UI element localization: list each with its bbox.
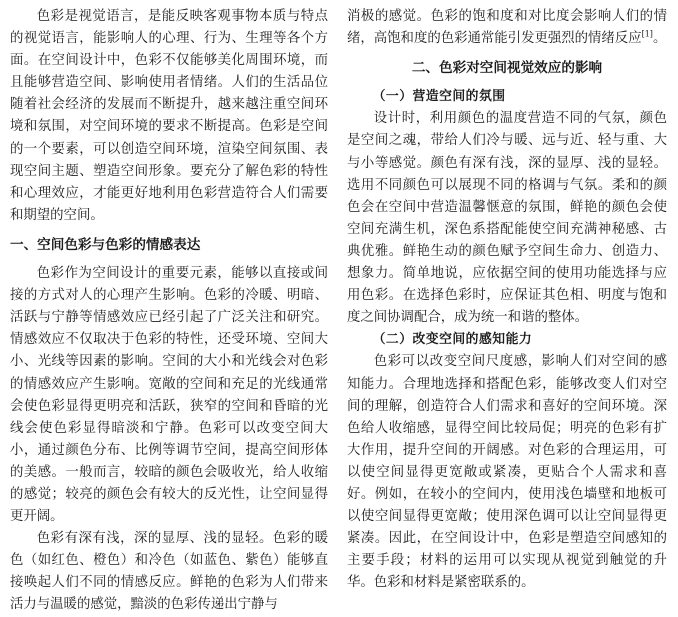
intro-paragraph: 色彩是视觉语言，是能反映客观事物本质与特点的视觉语言，能影响人的心理、行为、生理等各个方面。在空间设计中，色彩不仅能够美化周围环境，而且能够营造空间、影响使用者情绪。人们的生活品位随着社会经济的发展而不断提升，越来越注重空间环境和氛围，对空间环境的要求不断提高。色彩是空间的一个要素，可以创造空间环境，渲染空间氛围、表现空间主题、塑造空间形象。要充分了解色彩的特性和心理效应，才能更好地利用色彩营造符合人们需要和期望的空间。 [10,9,328,223]
section1-paragraph-1: 色彩作为空间设计的重要元素，能够以直接或间接的方式对人的心理产生影响。色彩的冷暖、明暗、活跃与宁静等情感效应已经引起了广泛关注和研究。情感效应不仅取决于色彩的特性，还受环境、空间大小、光线等因素的影响。空间的大小和光线会对色彩的情感效应产生影响。宽敞的空间和充足的光线通常会使色彩显得更明亮和活跃，狭窄的空间和昏暗的光线会使色彩显得暗淡和宁静。色彩可以改变空间大小，通过颜色分布、比例等调节空间，提高空间形体的美感。一般而言，较暗的颜色会吸收光，给人收缩的感觉；较亮的颜色会有较大的反光性，让空间显得更开阔。 [10,266,328,525]
subsection-heading-2: （二）改变空间的感知能力 [372,332,533,348]
continuation-paragraph [347,6,667,50]
subsection2-paragraph: 色彩可以改变空间尺度感，影响人们对空间的感知能力。合理地选择和搭配色彩，能够改变人们对空间的理解，创造符合人们需求和喜好的空间环境。深色给人收缩感，显得空间比较局促；明亮的色彩有扩大作用，提升空间的开阔感。对色彩的合理运用，可以使空间显得更宽敞或紧凑，更贴合个人需求和喜好。例如，在较小的空间内，使用浅色墙壁和地板可以使空间显得更宽敞；使用深色调可以让空间显得更紧凑。因此，在空间设计中，色彩是塑造空间感知的主要手段；材料的运用可以实现从视觉到触觉的升华。色彩和材料是紧密联系的。 [347,354,667,591]
continuation-text: 消极的感觉。色彩的饱和度和对比度会影响人们的情绪，高饱和度的色彩通常能引发更强烈的情绪反应 [347,9,667,47]
subsection1-paragraph: 设计时，利用颜色的温度营造不同的气氛，颜色是空间之魂，带给人们冷与暖、远与近、轻与重、大与小等感觉。颜色有深有浅，深的显厚、浅的显轻。选用不同颜色可以展现不同的格调与气氛。柔和的颜色会在空间中营造温馨惬意的氛围，鲜艳的颜色会使空间充满生机，深色系搭配能使空间充满神秘感、古典优雅。鲜艳生动的颜色赋予空间生命力、创造力、想象力。简单地说，应依据空间的使用功能选择与应用色彩。在选择色彩时，应保证其色相、明度与饱和度之间协调配合，成为统一和谐的整体。 [347,111,667,326]
section-heading-1: 一、空间色彩与色彩的情感表达 [10,236,201,253]
citation-marker: [1] [641,29,653,39]
left-column [10,6,328,617]
section-heading-2: 二、色彩对空间视觉效应的影响 [411,60,603,77]
subsection-heading-1: （一）营造空间的氛围 [372,89,506,105]
continuation-end: 。 [652,31,667,47]
right-column [347,6,667,594]
section1-paragraph-2: 色彩有深有浅，深的显厚、浅的显轻。色彩的暖色（如红色、橙色）和冷色（如蓝色、紫色）能够直接唤起人们不同的情感反应。鲜艳的色彩为人们带来活力与温暖的感觉，黯淡的色彩传递出宁静与 [10,531,328,613]
